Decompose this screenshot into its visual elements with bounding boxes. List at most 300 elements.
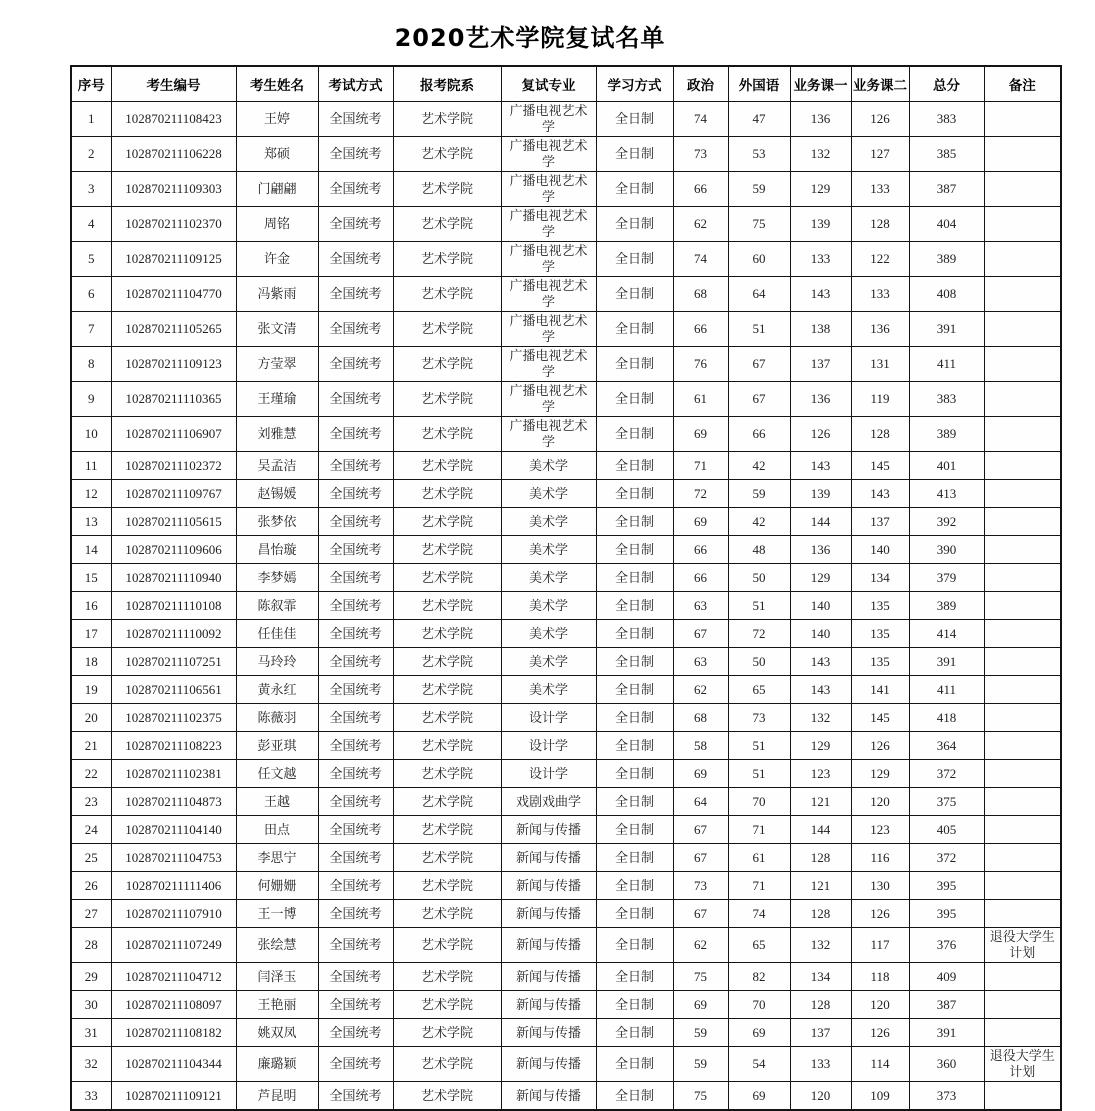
- table-cell: 任佳佳: [236, 620, 318, 648]
- table-cell: 62: [673, 207, 728, 242]
- table-cell: 102870211109303: [111, 172, 236, 207]
- table-cell: 102870211108097: [111, 991, 236, 1019]
- table-cell: 102870211109606: [111, 536, 236, 564]
- table-cell: 彭亚琪: [236, 732, 318, 760]
- table-cell: 新闻与传播: [501, 872, 596, 900]
- table-cell: 20: [71, 704, 111, 732]
- table-cell: 全国统考: [318, 991, 393, 1019]
- table-cell: 59: [728, 172, 790, 207]
- table-cell: 全日制: [596, 207, 673, 242]
- table-cell: 艺术学院: [393, 277, 501, 312]
- table-row: [71, 137, 1061, 172]
- table-cell: 美术学: [501, 452, 596, 480]
- table-cell: 68: [673, 704, 728, 732]
- table-cell: 391: [909, 312, 984, 347]
- table-cell: 方莹翠: [236, 347, 318, 382]
- table-cell: [984, 382, 1061, 417]
- table-row: [71, 480, 1061, 508]
- table-cell: 135: [851, 620, 909, 648]
- table-cell: 140: [790, 620, 851, 648]
- table-cell: 59: [673, 1047, 728, 1082]
- table-cell: 130: [851, 872, 909, 900]
- table-cell: 美术学: [501, 648, 596, 676]
- table-cell: 75: [728, 207, 790, 242]
- table-cell: 73: [728, 704, 790, 732]
- table-cell: 艺术学院: [393, 676, 501, 704]
- table-cell: 128: [790, 844, 851, 872]
- table-cell: 全日制: [596, 277, 673, 312]
- table-cell: 广播电视艺术学: [501, 417, 596, 452]
- table-cell: 全国统考: [318, 137, 393, 172]
- table-cell: 387: [909, 172, 984, 207]
- table-cell: 126: [851, 900, 909, 928]
- table-cell: 74: [673, 242, 728, 277]
- table-cell: 67: [728, 347, 790, 382]
- table-cell: 21: [71, 732, 111, 760]
- table-cell: 廉璐颖: [236, 1047, 318, 1082]
- table-cell: 何姗姗: [236, 872, 318, 900]
- table-cell: 张梦依: [236, 508, 318, 536]
- table-cell: 全日制: [596, 1047, 673, 1082]
- table-cell: 408: [909, 277, 984, 312]
- table-cell: 385: [909, 137, 984, 172]
- table-cell: 全国统考: [318, 816, 393, 844]
- header-cell: 总分: [909, 66, 984, 102]
- table-cell: 7: [71, 312, 111, 347]
- table-cell: 全日制: [596, 991, 673, 1019]
- table-cell: 冯紫雨: [236, 277, 318, 312]
- table-cell: [984, 788, 1061, 816]
- table-cell: 51: [728, 592, 790, 620]
- table-cell: [984, 137, 1061, 172]
- table-cell: 全国统考: [318, 872, 393, 900]
- table-cell: 126: [851, 102, 909, 137]
- table-cell: 102870211109125: [111, 242, 236, 277]
- table-cell: 102870211107251: [111, 648, 236, 676]
- table-cell: 26: [71, 872, 111, 900]
- table-cell: 美术学: [501, 564, 596, 592]
- table-cell: 144: [790, 816, 851, 844]
- table-cell: [984, 991, 1061, 1019]
- header-cell: 考生姓名: [236, 66, 318, 102]
- table-cell: [984, 480, 1061, 508]
- table-cell: 艺术学院: [393, 417, 501, 452]
- table-cell: 全日制: [596, 620, 673, 648]
- table-cell: 9: [71, 382, 111, 417]
- table-cell: 王越: [236, 788, 318, 816]
- table-cell: 艺术学院: [393, 312, 501, 347]
- table-cell: 139: [790, 207, 851, 242]
- table-cell: 美术学: [501, 620, 596, 648]
- table-cell: 140: [790, 592, 851, 620]
- table-cell: 132: [790, 704, 851, 732]
- table-cell: 广播电视艺术学: [501, 102, 596, 137]
- table-cell: 135: [851, 592, 909, 620]
- table-cell: 戏剧戏曲学: [501, 788, 596, 816]
- table-cell: 414: [909, 620, 984, 648]
- table-cell: 137: [851, 508, 909, 536]
- table-cell: 退役大学生计划: [984, 928, 1061, 963]
- table-cell: 全国统考: [318, 788, 393, 816]
- table-cell: 69: [673, 760, 728, 788]
- retest-roster-table: [70, 65, 1062, 1111]
- table-cell: 3: [71, 172, 111, 207]
- table-cell: 102870211107910: [111, 900, 236, 928]
- table-cell: 60: [728, 242, 790, 277]
- table-row: [71, 991, 1061, 1019]
- table-cell: 许金: [236, 242, 318, 277]
- table-cell: 22: [71, 760, 111, 788]
- table-cell: 102870211108423: [111, 102, 236, 137]
- table-cell: [984, 620, 1061, 648]
- table-cell: 全日制: [596, 900, 673, 928]
- table-cell: [984, 207, 1061, 242]
- table-cell: 全日制: [596, 508, 673, 536]
- table-cell: 全日制: [596, 536, 673, 564]
- table-cell: 艺术学院: [393, 242, 501, 277]
- table-cell: 375: [909, 788, 984, 816]
- table-cell: 13: [71, 508, 111, 536]
- table-cell: 391: [909, 648, 984, 676]
- table-cell: 372: [909, 844, 984, 872]
- table-cell: 123: [851, 816, 909, 844]
- table-cell: 全国统考: [318, 312, 393, 347]
- table-cell: 387: [909, 991, 984, 1019]
- table-cell: 364: [909, 732, 984, 760]
- table-cell: 136: [790, 536, 851, 564]
- table-cell: 143: [790, 277, 851, 312]
- table-cell: 360: [909, 1047, 984, 1082]
- table-cell: 51: [728, 732, 790, 760]
- table-cell: 芦昆明: [236, 1082, 318, 1111]
- table-cell: 392: [909, 508, 984, 536]
- header-cell: 备注: [984, 66, 1061, 102]
- table-cell: 全国统考: [318, 732, 393, 760]
- table-cell: 新闻与传播: [501, 900, 596, 928]
- table-cell: 121: [790, 872, 851, 900]
- table-cell: 全日制: [596, 417, 673, 452]
- table-cell: 美术学: [501, 592, 596, 620]
- table-cell: 102870211104344: [111, 1047, 236, 1082]
- table-cell: 艺术学院: [393, 991, 501, 1019]
- table-cell: 116: [851, 844, 909, 872]
- table-cell: 艺术学院: [393, 382, 501, 417]
- table-cell: 102870211102370: [111, 207, 236, 242]
- table-cell: 67: [673, 620, 728, 648]
- table-cell: 389: [909, 242, 984, 277]
- table-cell: [984, 277, 1061, 312]
- table-cell: 53: [728, 137, 790, 172]
- table-cell: 133: [790, 242, 851, 277]
- table-header-row: [71, 66, 1061, 102]
- table-cell: 艺术学院: [393, 872, 501, 900]
- table-cell: 137: [790, 347, 851, 382]
- table-cell: 艺术学院: [393, 592, 501, 620]
- table-cell: 张绘慧: [236, 928, 318, 963]
- table-cell: 69: [673, 508, 728, 536]
- table-cell: 134: [790, 963, 851, 991]
- table-cell: 广播电视艺术学: [501, 312, 596, 347]
- table-cell: 广播电视艺术学: [501, 382, 596, 417]
- table-cell: 刘雅慧: [236, 417, 318, 452]
- table-cell: 12: [71, 480, 111, 508]
- table-row: [71, 963, 1061, 991]
- table-row: [71, 620, 1061, 648]
- table-row: [71, 207, 1061, 242]
- table-cell: 30: [71, 991, 111, 1019]
- table-cell: 132: [790, 928, 851, 963]
- table-cell: 郑硕: [236, 137, 318, 172]
- table-cell: 闫泽玉: [236, 963, 318, 991]
- table-cell: 59: [673, 1019, 728, 1047]
- table-cell: 67: [673, 816, 728, 844]
- table-cell: 102870211106228: [111, 137, 236, 172]
- table-cell: 广播电视艺术学: [501, 277, 596, 312]
- table-row: [71, 312, 1061, 347]
- table-cell: 51: [728, 312, 790, 347]
- table-cell: [984, 592, 1061, 620]
- table-cell: 艺术学院: [393, 102, 501, 137]
- table-cell: 艺术学院: [393, 760, 501, 788]
- table-cell: 102870211104753: [111, 844, 236, 872]
- table-cell: 全国统考: [318, 277, 393, 312]
- table-cell: 128: [851, 207, 909, 242]
- table-cell: 139: [790, 480, 851, 508]
- table-cell: 新闻与传播: [501, 1019, 596, 1047]
- table-cell: 133: [790, 1047, 851, 1082]
- table-cell: 117: [851, 928, 909, 963]
- table-row: [71, 592, 1061, 620]
- table-cell: 艺术学院: [393, 536, 501, 564]
- table-cell: 全国统考: [318, 704, 393, 732]
- table-cell: 全日制: [596, 648, 673, 676]
- table-cell: 143: [790, 452, 851, 480]
- table-cell: 全国统考: [318, 1019, 393, 1047]
- table-cell: 美术学: [501, 508, 596, 536]
- table-cell: 383: [909, 382, 984, 417]
- table-cell: 122: [851, 242, 909, 277]
- table-cell: 全国统考: [318, 676, 393, 704]
- header-cell: 学习方式: [596, 66, 673, 102]
- table-row: [71, 172, 1061, 207]
- table-cell: 姚双凤: [236, 1019, 318, 1047]
- table-cell: 373: [909, 1082, 984, 1111]
- table-cell: 133: [851, 277, 909, 312]
- table-cell: 艺术学院: [393, 648, 501, 676]
- table-cell: 133: [851, 172, 909, 207]
- table-cell: 全日制: [596, 592, 673, 620]
- table-cell: 76: [673, 347, 728, 382]
- table-cell: 全日制: [596, 452, 673, 480]
- table-cell: 75: [673, 1082, 728, 1111]
- table-row: [71, 508, 1061, 536]
- table-cell: 全国统考: [318, 207, 393, 242]
- table-cell: 50: [728, 648, 790, 676]
- table-cell: 27: [71, 900, 111, 928]
- table-cell: 美术学: [501, 480, 596, 508]
- table-cell: 120: [851, 991, 909, 1019]
- table-cell: 42: [728, 452, 790, 480]
- table-cell: 145: [851, 452, 909, 480]
- table-cell: 全国统考: [318, 760, 393, 788]
- table-cell: 126: [851, 1019, 909, 1047]
- table-cell: 389: [909, 592, 984, 620]
- table-cell: 全国统考: [318, 508, 393, 536]
- table-cell: [984, 417, 1061, 452]
- table-cell: 64: [673, 788, 728, 816]
- table-cell: 艺术学院: [393, 1047, 501, 1082]
- table-cell: 75: [673, 963, 728, 991]
- table-cell: 广播电视艺术学: [501, 347, 596, 382]
- table-cell: 401: [909, 452, 984, 480]
- table-cell: 广播电视艺术学: [501, 242, 596, 277]
- table-cell: 70: [728, 991, 790, 1019]
- table-cell: 艺术学院: [393, 347, 501, 382]
- table-cell: 陈薇羽: [236, 704, 318, 732]
- table-cell: 艺术学院: [393, 900, 501, 928]
- table-cell: 102870211102372: [111, 452, 236, 480]
- table-cell: 艺术学院: [393, 207, 501, 242]
- table-row: [71, 1019, 1061, 1047]
- table-cell: 广播电视艺术学: [501, 137, 596, 172]
- table-cell: 102870211102375: [111, 704, 236, 732]
- table-row: [71, 928, 1061, 963]
- table-cell: 全日制: [596, 844, 673, 872]
- table-cell: 391: [909, 1019, 984, 1047]
- table-cell: 59: [728, 480, 790, 508]
- table-cell: 设计学: [501, 732, 596, 760]
- table-cell: 全日制: [596, 564, 673, 592]
- table-cell: 121: [790, 788, 851, 816]
- table-cell: 全国统考: [318, 347, 393, 382]
- table-cell: 10: [71, 417, 111, 452]
- table-row: [71, 1082, 1061, 1111]
- table-cell: [984, 312, 1061, 347]
- table-cell: 69: [728, 1019, 790, 1047]
- table-body: [71, 102, 1061, 1111]
- header-cell: 业务课一: [790, 66, 851, 102]
- table-cell: 全国统考: [318, 620, 393, 648]
- table-cell: 134: [851, 564, 909, 592]
- table-cell: 全国统考: [318, 592, 393, 620]
- table-cell: 69: [673, 991, 728, 1019]
- table-cell: 全国统考: [318, 417, 393, 452]
- table-cell: 5: [71, 242, 111, 277]
- table-cell: 404: [909, 207, 984, 242]
- table-cell: [984, 536, 1061, 564]
- table-cell: 131: [851, 347, 909, 382]
- table-cell: 田点: [236, 816, 318, 844]
- table-cell: 67: [673, 900, 728, 928]
- table-cell: 51: [728, 760, 790, 788]
- table-cell: 102870211109767: [111, 480, 236, 508]
- table-cell: 全日制: [596, 137, 673, 172]
- table-cell: 新闻与传播: [501, 1082, 596, 1111]
- table-cell: 127: [851, 137, 909, 172]
- table-cell: 全日制: [596, 1019, 673, 1047]
- table-cell: 王一博: [236, 900, 318, 928]
- table-cell: 王瑾瑜: [236, 382, 318, 417]
- table-cell: 全国统考: [318, 1047, 393, 1082]
- table-cell: 全国统考: [318, 928, 393, 963]
- table-cell: [984, 508, 1061, 536]
- table-cell: 61: [728, 844, 790, 872]
- table-cell: 全日制: [596, 963, 673, 991]
- table-row: [71, 242, 1061, 277]
- table-cell: 18: [71, 648, 111, 676]
- table-cell: [984, 347, 1061, 382]
- table-cell: 艺术学院: [393, 963, 501, 991]
- table-cell: 赵锡媛: [236, 480, 318, 508]
- table-cell: 吴孟洁: [236, 452, 318, 480]
- table-cell: 设计学: [501, 760, 596, 788]
- table-cell: 136: [790, 102, 851, 137]
- table-row: [71, 347, 1061, 382]
- table-row: [71, 760, 1061, 788]
- header-cell: 序号: [71, 66, 111, 102]
- table-cell: 413: [909, 480, 984, 508]
- table-cell: 全国统考: [318, 102, 393, 137]
- table-cell: 69: [728, 1082, 790, 1111]
- table-cell: 102870211109123: [111, 347, 236, 382]
- table-cell: [984, 172, 1061, 207]
- table-cell: 102870211105265: [111, 312, 236, 347]
- table-cell: 376: [909, 928, 984, 963]
- table-cell: 全日制: [596, 312, 673, 347]
- table-cell: 新闻与传播: [501, 816, 596, 844]
- table-cell: 马玲玲: [236, 648, 318, 676]
- table-cell: 8: [71, 347, 111, 382]
- table-cell: 全国统考: [318, 452, 393, 480]
- table-cell: 王艳丽: [236, 991, 318, 1019]
- table-cell: 艺术学院: [393, 816, 501, 844]
- table-cell: 136: [851, 312, 909, 347]
- table-row: [71, 676, 1061, 704]
- table-cell: 71: [728, 816, 790, 844]
- table-cell: [984, 452, 1061, 480]
- table-cell: 62: [673, 676, 728, 704]
- header-cell: 业务课二: [851, 66, 909, 102]
- table-cell: 陈叙霏: [236, 592, 318, 620]
- table-cell: 艺术学院: [393, 508, 501, 536]
- table-cell: 33: [71, 1082, 111, 1111]
- table-cell: 64: [728, 277, 790, 312]
- table-cell: [984, 676, 1061, 704]
- table-cell: [984, 102, 1061, 137]
- table-cell: 全日制: [596, 347, 673, 382]
- table-cell: [984, 872, 1061, 900]
- table-row: [71, 732, 1061, 760]
- table-row: [71, 788, 1061, 816]
- table-cell: 王婷: [236, 102, 318, 137]
- table-cell: 126: [790, 417, 851, 452]
- table-cell: 全国统考: [318, 844, 393, 872]
- table-row: [71, 417, 1061, 452]
- table-row: [71, 452, 1061, 480]
- table-cell: 47: [728, 102, 790, 137]
- table-cell: 102870211110108: [111, 592, 236, 620]
- table-cell: 50: [728, 564, 790, 592]
- table-cell: 102870211111406: [111, 872, 236, 900]
- table-cell: 405: [909, 816, 984, 844]
- table-cell: 379: [909, 564, 984, 592]
- table-cell: 72: [673, 480, 728, 508]
- table-cell: 艺术学院: [393, 1082, 501, 1111]
- table-cell: 全日制: [596, 382, 673, 417]
- table-cell: [984, 1019, 1061, 1047]
- table-cell: 全国统考: [318, 242, 393, 277]
- table-cell: 67: [673, 844, 728, 872]
